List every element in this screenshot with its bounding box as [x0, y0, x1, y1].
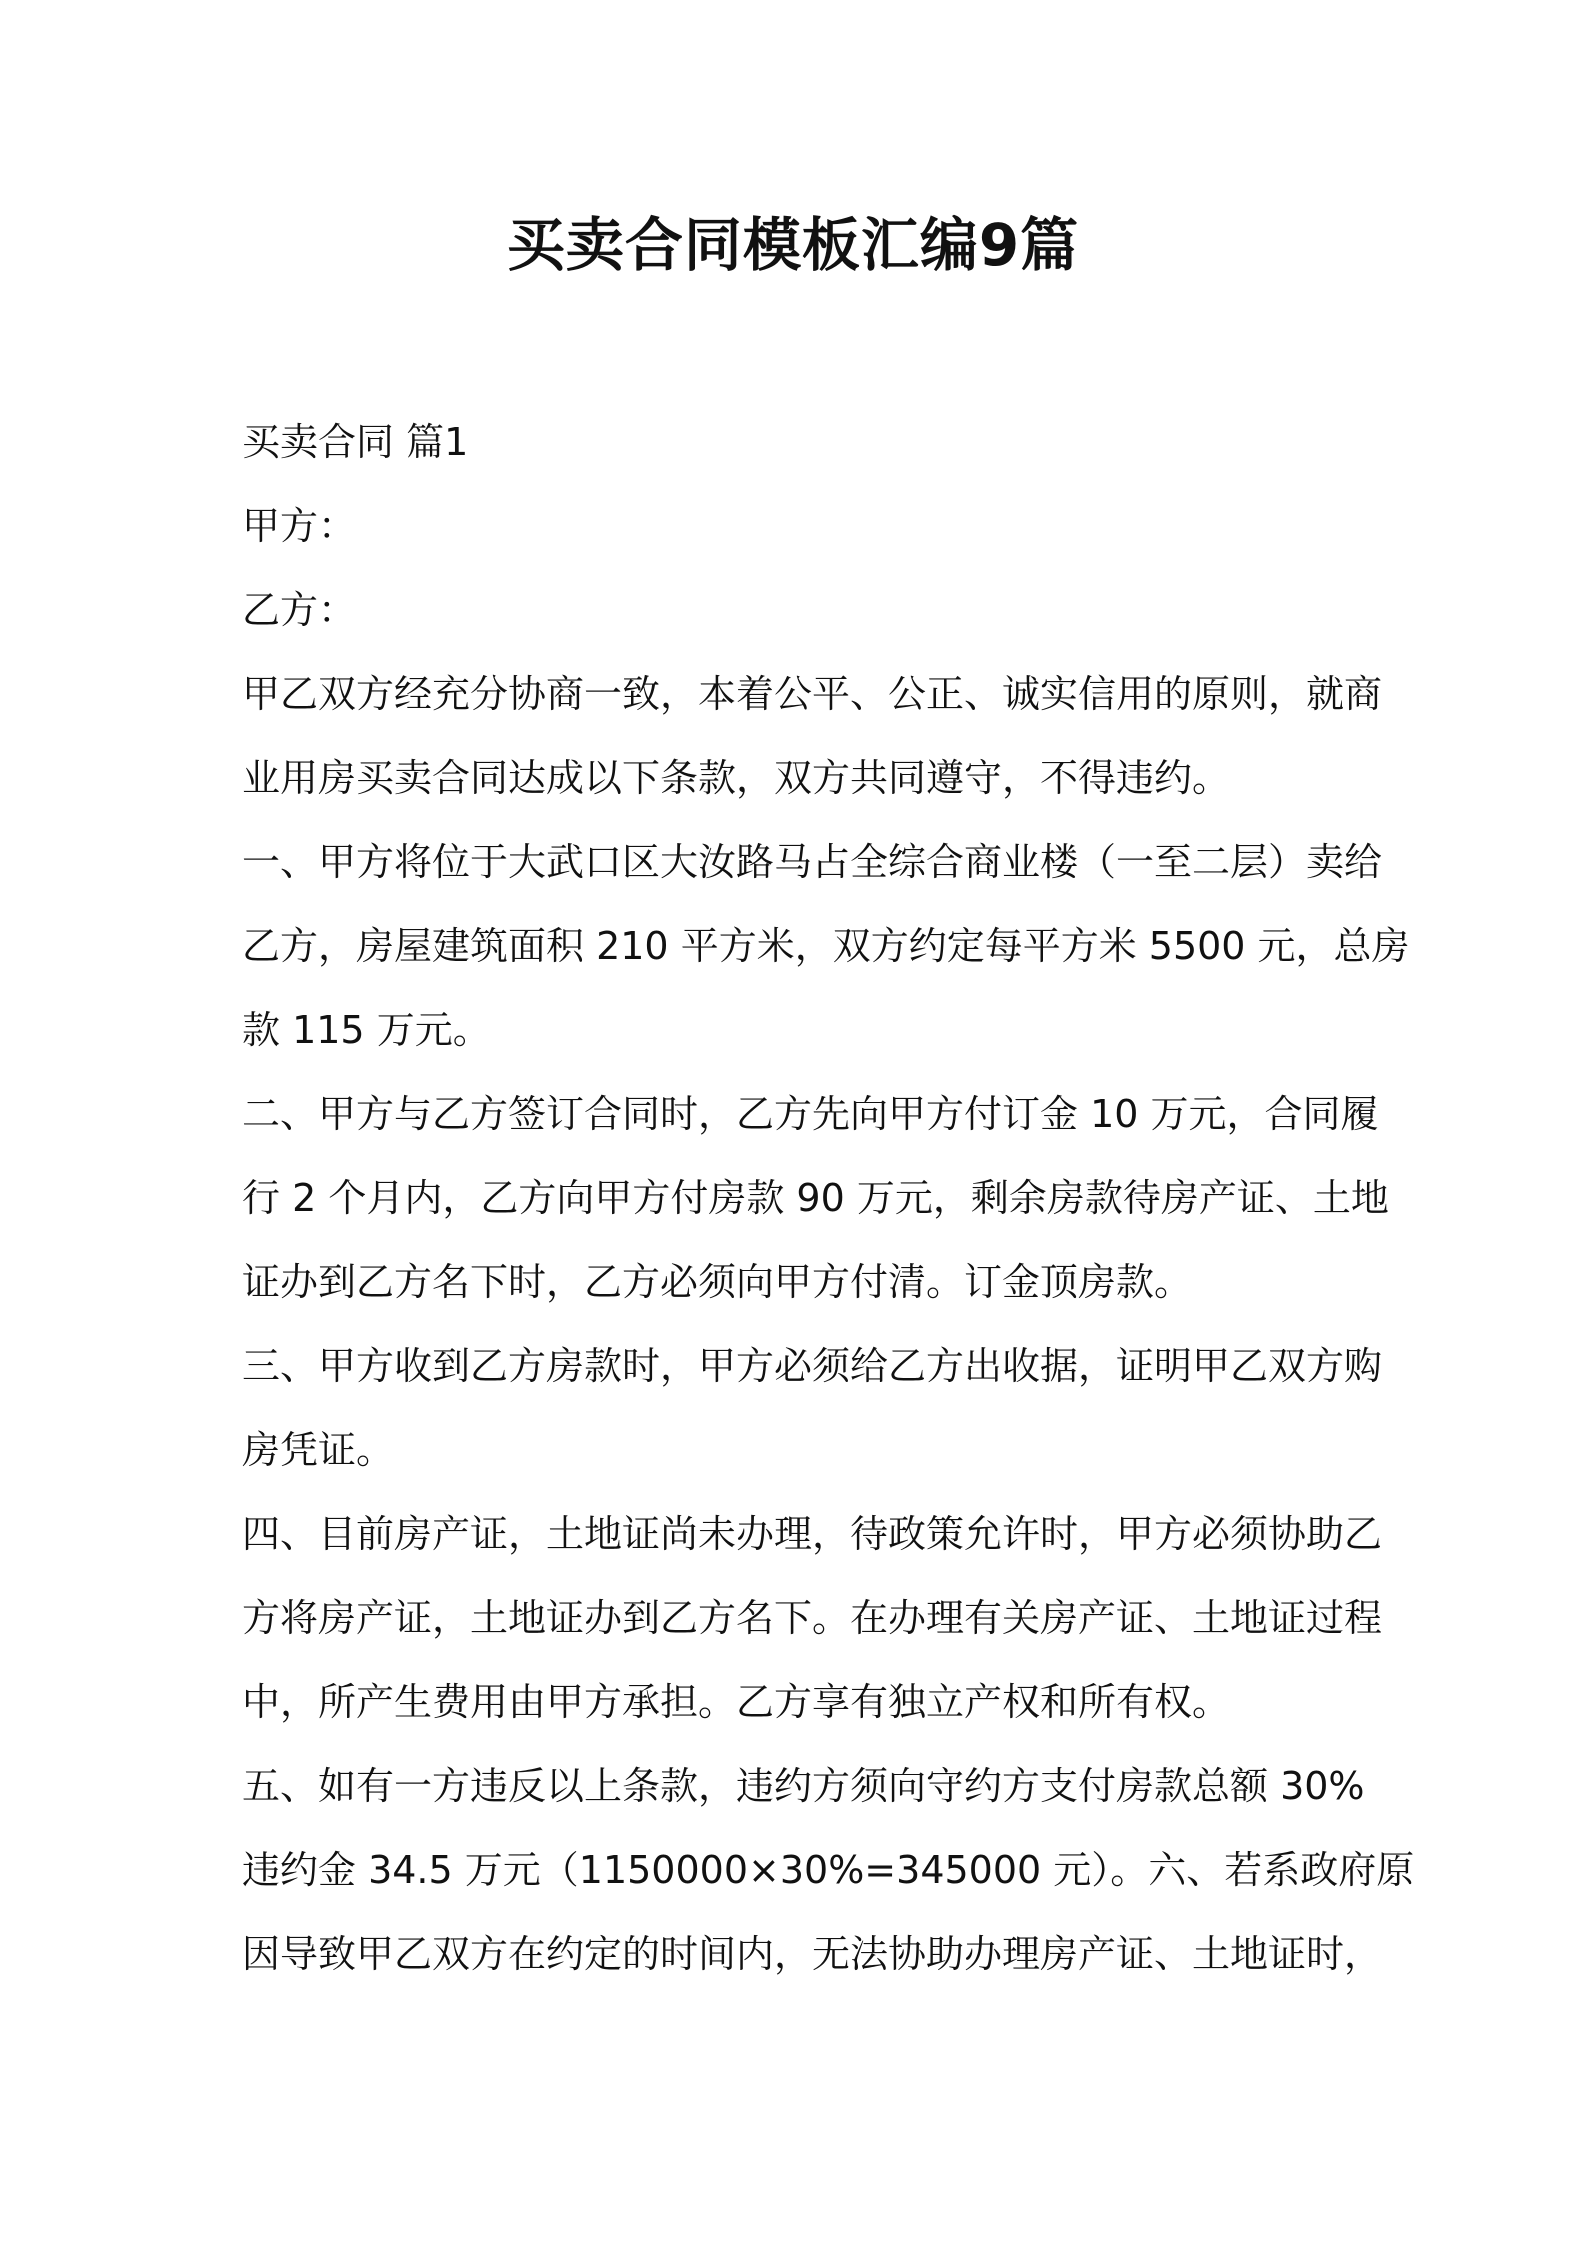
document-body [242, 400, 1415, 1996]
section-heading: 买卖合同 篇1 [242, 420, 469, 464]
party-a-label: 甲方： [242, 504, 357, 548]
paragraph-line: 乙方，房屋建筑面积 210 平方米，双方约定每平方米 5500 元，总房 [242, 924, 1410, 968]
paragraph-line: 证办到乙方名下时，乙方必须向甲方付清。订金顶房款。 [242, 1260, 1193, 1304]
party-b-label: 乙方： [242, 588, 357, 632]
paragraph-line: 行 2 个月内，乙方向甲方付房款 90 万元，剩余房款待房产证、土地 [242, 1176, 1389, 1220]
paragraph-line: 违约金 34.5 万元（1150000×30%=345000 元）。六、若系政府原 [242, 1848, 1415, 1892]
paragraph-line: 五、如有一方违反以上条款，违约方须向守约方支付房款总额 30% [242, 1764, 1365, 1808]
document-title: 买卖合同模板汇编9篇 [506, 211, 1080, 279]
paragraph-line: 一、甲方将位于大武口区大汝路马占全综合商业楼（一至二层）卖给 [242, 840, 1383, 884]
paragraph-line: 房凭证。 [242, 1428, 395, 1472]
paragraph-line: 方将房产证，土地证办到乙方名下。在办理有关房产证、土地证过程 [242, 1596, 1383, 1640]
paragraph-line: 三、甲方收到乙方房款时，甲方必须给乙方出收据，证明甲乙双方购 [242, 1344, 1383, 1388]
paragraph-line: 因导致甲乙双方在约定的时间内，无法协助办理房产证、土地证时， [242, 1932, 1383, 1976]
paragraph-line: 中，所产生费用由甲方承担。乙方享有独立产权和所有权。 [242, 1680, 1231, 1724]
paragraph-line: 业用房买卖合同达成以下条款，双方共同遵守，不得违约。 [242, 756, 1231, 800]
paragraph-line: 款 115 万元。 [242, 1008, 491, 1052]
paragraph-line: 甲乙双方经充分协商一致，本着公平、公正、诚实信用的原则，就商 [242, 672, 1383, 716]
paragraph-line: 二、甲方与乙方签订合同时，乙方先向甲方付订金 10 万元，合同履 [242, 1092, 1379, 1136]
paragraph-line: 四、目前房产证，土地证尚未办理，待政策允许时，甲方必须协助乙 [242, 1512, 1383, 1556]
